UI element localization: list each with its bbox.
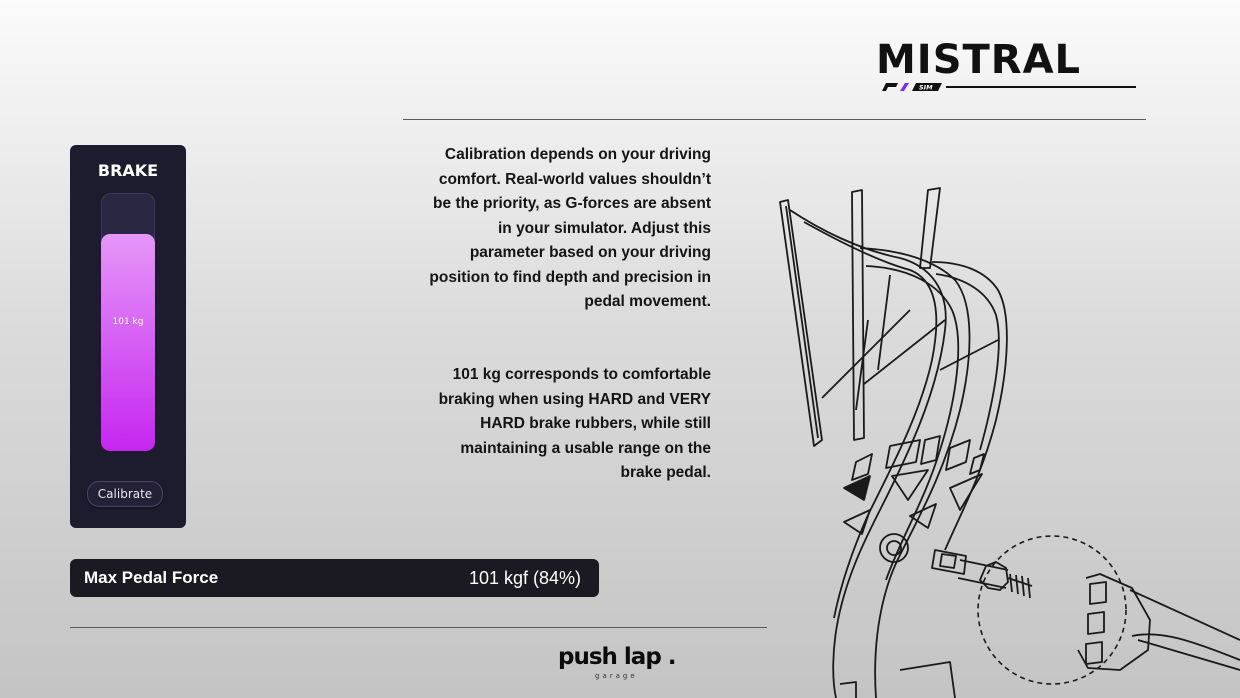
brake-title: BRAKE [97, 161, 159, 180]
mistral-logo [876, 37, 1138, 96]
brand-title: MISTRAL [876, 37, 1082, 83]
force-description: 101 kg corresponds to comfortable braking when using HARD and VERY HARD brake rubbers, while still maintaining a usable range on the brake pedal. [438, 366, 711, 481]
svg-text:SIM: SIM [919, 83, 933, 92]
p1-sim-icon [880, 82, 1136, 92]
max-pedal-force-bar [70, 559, 599, 597]
brake-panel [70, 145, 186, 528]
calibration-description: Calibration depends on your driving comfort. Real-world values shouldn’t be the priority, as G-forces are absent in your simulator. Adjust this parameter based on your driving position to find depth and precision in pedal movement. [429, 146, 711, 310]
max-pedal-force-value: 101 kgf (84%) [468, 568, 581, 588]
calibrate-button[interactable]: Calibrate [87, 481, 163, 507]
bottom-divider [70, 627, 767, 628]
brake-value-label: 101 kg [112, 317, 144, 327]
brake-level-bar [101, 193, 155, 451]
top-divider [403, 119, 1146, 120]
max-pedal-force-label: Max Pedal Force [84, 568, 219, 587]
pedal-set-illustration-icon [760, 170, 1240, 698]
footer-brand-sub: garage [595, 672, 638, 680]
push-lap-logo [558, 644, 684, 684]
brake-level-fill [101, 234, 155, 451]
footer-brand-name: push lap . [558, 644, 676, 670]
